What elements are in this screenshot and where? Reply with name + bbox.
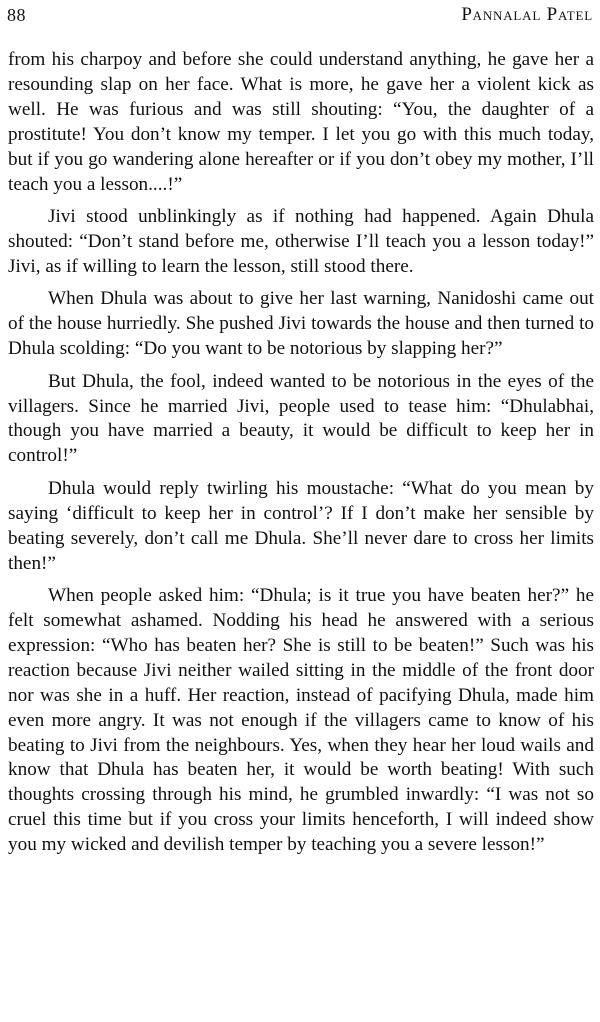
- page-number: 88: [7, 4, 26, 25]
- paragraph: When people asked him: “Dhula; is it true you have beaten her?” he felt somewhat ashamed. Nodding his head he answered with a serious expression: “Who has beaten her? She is still to be beaten!” Such was his reaction because Jivi neither wailed sitting in the middle of the front door nor was she in a huff. Her reaction, instead of pacifying Dhula, made him even more angry. It was not enough if the villagers came to know of his beating to Jivi from the neighbours. Yes, when they hear her loud wails and know that Dhula has beaten her, it would be worth beating! With such thoughts crossing through his mind, he grumbled inwardly: “I was not so cruel this time but if you cross your limits henceforth, I will indeed show you my wicked and devilish temper by teaching you a severe lesson!”: [8, 585, 594, 856]
- page-header: [7, 2, 593, 28]
- paragraph: Dhula would reply twirling his moustache: “What do you mean by saying ‘difficult to keep her in control’? If I don’t make her sensible by beating severely, don’t call me Dhula. She’ll never dare to cross her limits then!”: [8, 477, 594, 574]
- paragraph-continued: from his charpoy and before she could understand anything, he gave her a resounding slap on her face. What is more, he gave her a violent kick as well. He was furious and was still shouting: “You, the daughter of a prostitute! You don’t know my temper. I let you go with this much today, but if you go wandering alone hereafter or if you don’t obey my mother, I’ll teach you a lesson....!”: [8, 49, 594, 195]
- body-text: [8, 48, 594, 866]
- paragraph: When Dhula was about to give her last warning, Nanidoshi came out of the house hurriedly. She pushed Jivi towards the house and then turned to Dhula scolding: “Do you want to be notorious by slapping her?”: [8, 288, 594, 360]
- running-head: Pannalal Patel: [461, 4, 593, 25]
- paragraph: Jivi stood unblinkingly as if nothing had happened. Again Dhula shouted: “Don’t stand before me, otherwise I’ll teach you a lesson today!” Jivi, as if willing to learn the lesson, still stood there.: [8, 206, 594, 277]
- paragraph: But Dhula, the fool, indeed wanted to be notorious in the eyes of the villagers. Since he married Jivi, people used to tease him: “Dhulabhai, though you have married a beauty, it would be difficult to keep her in control!”: [8, 370, 594, 467]
